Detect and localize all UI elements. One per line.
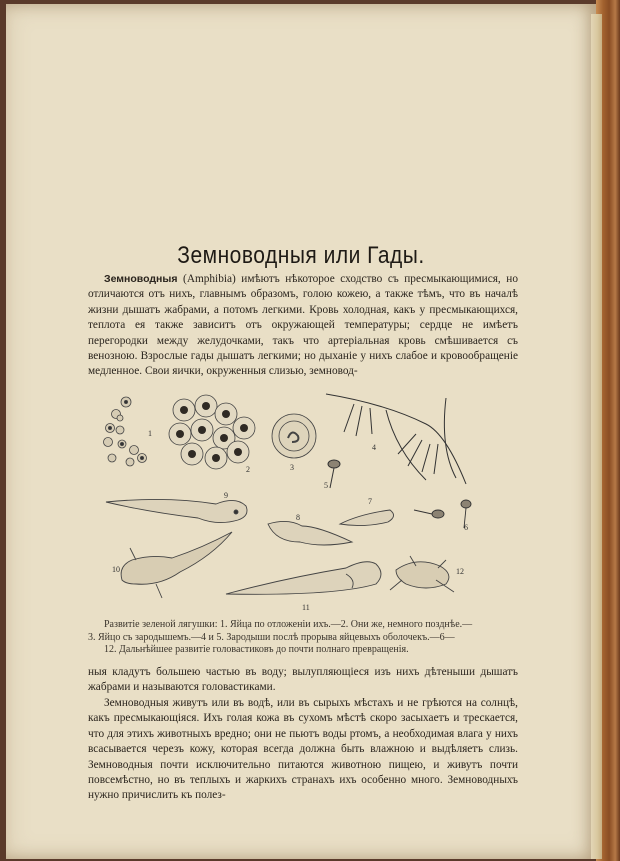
tadpole-figure-11 [226, 562, 381, 595]
label-2: 2 [246, 465, 250, 474]
label-6: 6 [464, 523, 468, 532]
label-3: 3 [290, 463, 294, 472]
figure-caption [88, 619, 518, 657]
eggs-figure-1 [104, 397, 147, 466]
intro-paragraph [88, 272, 518, 380]
intro-text: (Amphibia) имѣютъ нѣкоторое сходство съ пресмыкающимися, но отличаются отъ нихъ, главнымъ образомъ, голою кожею, а также тѣмъ, что въ началѣ жизни дышатъ жабрами, а потомъ легкими. Кровь холодная, какъ у пресмыкающихся, теплота ея также зависитъ отъ окружающей температуры; сердце не имѣетъ перегородки между желудочками, такъ что артеріальная кровь смѣшивается съ венозною. Взрослые гады дышатъ легкими; но дыханіе у нихъ слабое и кровообращеніе медленное. Свои яички, окруженныя слизью, земновод- [88, 273, 518, 378]
label-12: 12 [456, 567, 464, 576]
label-9: 9 [224, 491, 228, 500]
book-page [6, 4, 596, 859]
label-7: 7 [368, 497, 372, 506]
continuation-paragraph-2: Земноводныя живутъ или въ водѣ, или въ сырыхъ мѣстахъ и не грѣются на солнцѣ, какъ пресмыкающіяся. Ихъ голая кожа въ сухомъ мѣстѣ скоро засыхаетъ и трескается, что для этихъ животныхъ вредно; они не пьютъ воды ртомъ, а необходимая влага у нихъ всасывается черезъ кожу, которая всегда должна быть влажною и выдѣляетъ слизь. Земноводныя почти исключительно питаются животною пищею, и живутъ почти повсемѣстно, но въ теплыхъ и жаркихъ странахъ ихъ особенно много. Земноводныхъ нужно причислить къ полез- [88, 697, 518, 802]
label-1: 1 [148, 429, 152, 438]
label-8: 8 [296, 513, 300, 522]
label-4: 4 [372, 443, 376, 452]
tadpole-figure-7 [340, 510, 394, 526]
label-10: 10 [112, 565, 120, 574]
frog-figure-12 [390, 556, 454, 592]
tadpole-figure-5 [328, 460, 340, 488]
caption-line-2: 3. Яйцо съ зародышемъ.—4 и 5. Зародыши послѣ прорыва яйцевыхъ оболочекъ.—6— [88, 631, 455, 643]
caption-line-3: 12. Дальнѣйшее развитіе головастиковъ до почти полнаго превращенія. [104, 644, 409, 655]
page-title: Земноводныя или Гады. [177, 242, 425, 269]
eggs-figure-2 [169, 395, 255, 469]
page-stack [591, 14, 602, 859]
egg-embryo-figure-3 [272, 414, 316, 458]
tadpole-figure-8 [268, 521, 352, 545]
frog-development-illustration [86, 384, 526, 614]
intro-lead-word: Земноводныя [104, 273, 178, 285]
continuation-paragraph-1: ныя кладутъ большею частью въ воду; вылупляющіеся изъ нихъ дѣтеныши дышатъ жабрами и называются головастиками. [88, 666, 518, 694]
tadpole-figure-6 [414, 500, 471, 528]
tadpole-figure-9 [106, 499, 247, 522]
label-11: 11 [302, 603, 310, 612]
label-5: 5 [324, 481, 328, 490]
plant-figure-4 [326, 394, 466, 484]
tadpole-figure-10 [121, 532, 232, 598]
caption-line-1: Развитіе зеленой лягушки: 1. Яйца по отложеніи ихъ.—2. Они же, немного позднѣе.— [104, 619, 473, 630]
